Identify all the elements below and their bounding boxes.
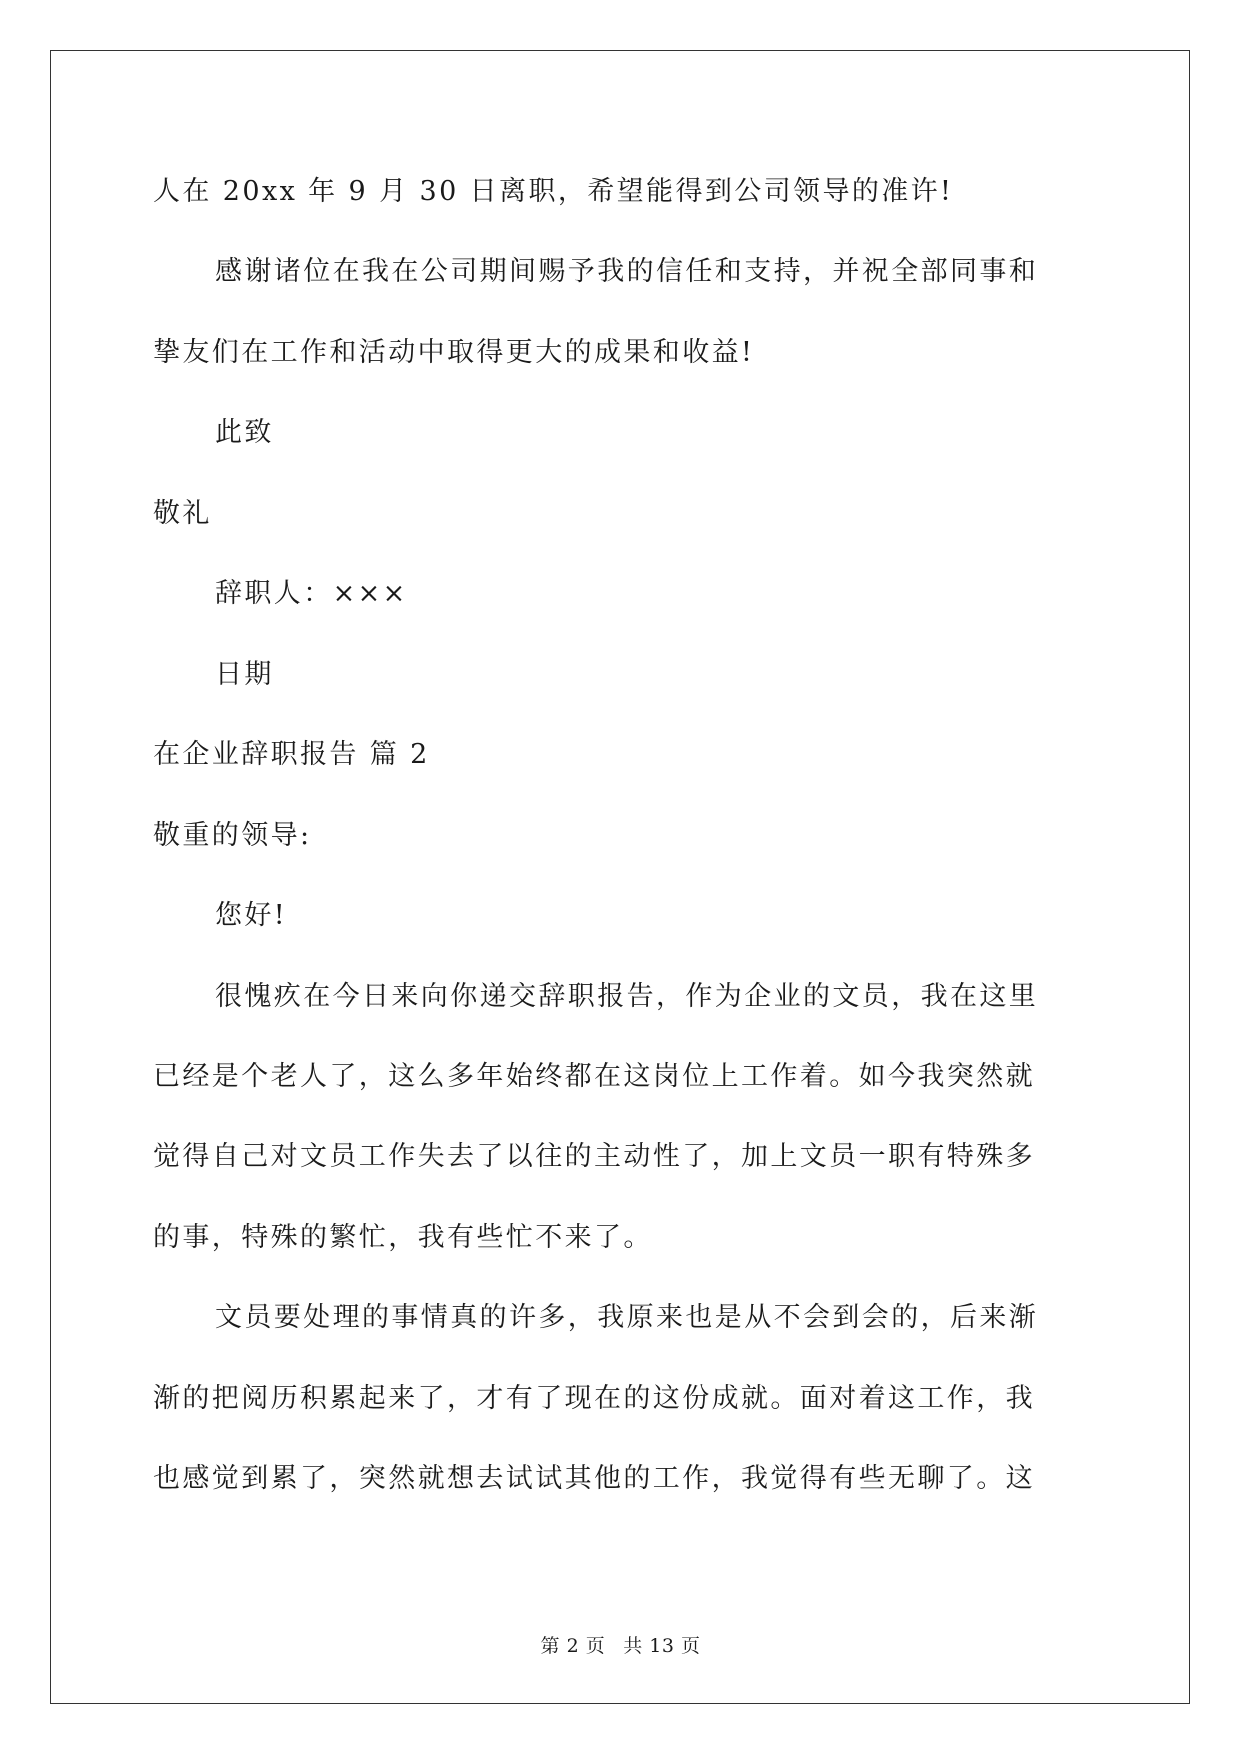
body-line: 已经是个老人了，这么多年始终都在这岗位上工作着。如今我突然就	[153, 1061, 1035, 1092]
page-total: 共 13 页	[623, 1635, 701, 1657]
date-line: 日期	[215, 659, 274, 690]
body-line: 人在 20xx 年 9 月 30 日离职，希望能得到公司领导的准许!	[153, 176, 954, 207]
section-title: 在企业辞职报告 篇 2	[153, 739, 430, 770]
body-line: 也感觉到累了，突然就想去试试其他的工作，我觉得有些无聊了。这	[153, 1463, 1035, 1494]
body-line: 挚友们在工作和活动中取得更大的成果和收益!	[153, 337, 755, 368]
closing-salutation: 此致	[215, 417, 274, 448]
body-line: 渐的把阅历积累起来了，才有了现在的这份成就。面对着这工作，我	[153, 1383, 1035, 1414]
body-line: 觉得自己对文员工作失去了以往的主动性了，加上文员一职有特殊多	[153, 1141, 1035, 1172]
page-footer	[0, 1634, 1241, 1658]
page-number: 第 2 页	[540, 1635, 606, 1657]
closing-regards: 敬礼	[153, 498, 212, 529]
greeting-line: 敬重的领导:	[153, 820, 312, 851]
body-line: 的事，特殊的繁忙，我有些忙不来了。	[153, 1222, 653, 1253]
body-line: 很愧疚在今日来向你递交辞职报告，作为企业的文员，我在这里	[215, 981, 1039, 1012]
body-line: 感谢诸位在我在公司期间赐予我的信任和支持，并祝全部同事和	[215, 256, 1039, 287]
signature-line: 辞职人：×××	[215, 578, 408, 609]
page-border	[50, 50, 1190, 1704]
body-line: 文员要处理的事情真的许多，我原来也是从不会到会的，后来渐	[215, 1302, 1039, 1333]
greeting-hello: 您好!	[215, 900, 288, 931]
